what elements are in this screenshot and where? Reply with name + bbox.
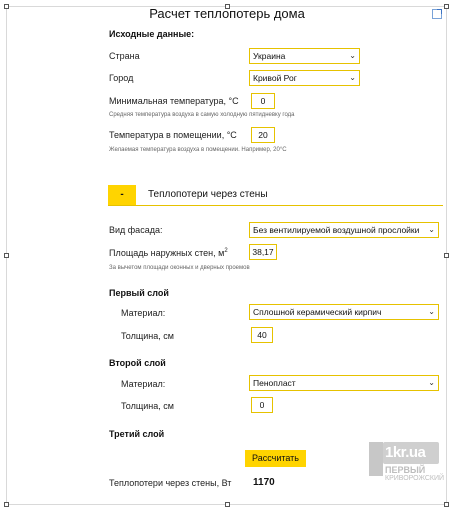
layer1-material-label: Материал: xyxy=(121,308,166,318)
wall-area-label-sup: 2 xyxy=(224,248,228,254)
layer1-thickness-input[interactable]: 40 xyxy=(251,327,273,343)
watermark-logo xyxy=(363,438,453,506)
resize-handle-bottom-left[interactable] xyxy=(4,502,9,507)
layer1-heading: Первый слой xyxy=(109,288,169,298)
layer1-material-select[interactable] xyxy=(249,304,439,320)
city-select[interactable] xyxy=(249,70,360,86)
min-temp-label: Минимальная температура, °C xyxy=(109,96,239,106)
min-temp-input[interactable]: 0 xyxy=(251,93,275,109)
wall-area-label xyxy=(109,248,228,258)
input-section-heading: Исходные данные: xyxy=(109,29,195,39)
result-label: Теплопотери через стены, Вт xyxy=(109,478,232,488)
chevron-down-icon: ⌄ xyxy=(349,73,356,82)
room-temp-input[interactable]: 20 xyxy=(251,127,275,143)
layer1-material-value: Сплошной керамический кирпич xyxy=(253,307,382,317)
watermark-line1: ПЕРВЫЙ xyxy=(385,465,426,475)
walls-section-header xyxy=(108,185,443,206)
room-temp-hint: Желаемая температура воздуха в помещении. Например, 20°C xyxy=(109,147,287,153)
walls-section-toggle-button[interactable]: - xyxy=(108,185,136,205)
chevron-down-icon: ⌄ xyxy=(428,307,435,316)
walls-section-title: Теплопотери через стены xyxy=(148,189,268,200)
result-value: 1170 xyxy=(253,477,275,488)
wall-area-hint: За вычетом площади оконных и дверных проемов xyxy=(109,265,250,271)
watermark-badge xyxy=(369,442,383,476)
layer2-material-select[interactable] xyxy=(249,375,439,391)
facade-label: Вид фасада: xyxy=(109,225,163,235)
chevron-down-icon: ⌄ xyxy=(428,378,435,387)
layer2-heading: Второй слой xyxy=(109,358,166,368)
chevron-down-icon: ⌄ xyxy=(428,225,435,234)
chevron-down-icon: ⌄ xyxy=(349,51,356,60)
calculate-button[interactable]: Рассчитать xyxy=(245,450,306,467)
watermark-line2: КРИВОРОЖСКИЙ xyxy=(385,475,445,482)
layer3-heading: Третий слой xyxy=(109,429,165,439)
resize-handle-left[interactable] xyxy=(4,253,9,258)
country-label: Страна xyxy=(109,51,140,61)
wall-area-input[interactable]: 38,17 xyxy=(249,244,277,260)
country-select-value: Украина xyxy=(253,51,286,61)
facade-select[interactable] xyxy=(249,222,439,238)
facade-select-value: Без вентилируемой воздушной прослойки xyxy=(253,225,420,235)
country-select[interactable] xyxy=(249,48,360,64)
page-title: Расчет теплопотерь дома xyxy=(149,6,305,21)
watermark-brand: 1kr.ua xyxy=(385,444,426,461)
layer2-thickness-input[interactable]: 0 xyxy=(251,397,273,413)
layer1-thickness-label: Толщина, см xyxy=(121,331,174,341)
resize-handle-right[interactable] xyxy=(444,253,449,258)
wall-area-label-text: Площадь наружных стен, м xyxy=(109,248,225,258)
layer2-material-value: Пенопласт xyxy=(253,378,296,388)
room-temp-label: Температура в помещении, °C xyxy=(109,130,237,140)
layer2-material-label: Материал: xyxy=(121,379,166,389)
layer2-thickness-label: Толщина, см xyxy=(121,401,174,411)
resize-handle-bottom[interactable] xyxy=(225,502,230,507)
city-select-value: Кривой Рог xyxy=(253,73,297,83)
city-label: Город xyxy=(109,73,134,83)
min-temp-hint: Средняя температура воздуха в самую холодную пятидневку года xyxy=(109,112,295,118)
